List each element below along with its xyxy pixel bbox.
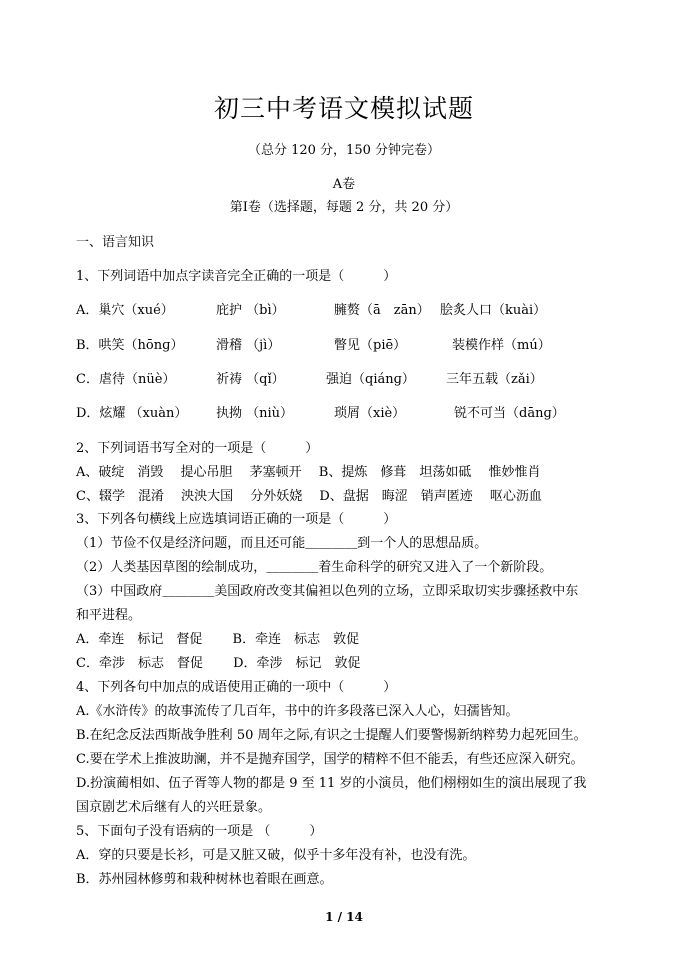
q3-options-line2: C．牵涉 标志 督促 D．牵涉 标记 敦促 — [76, 656, 361, 671]
q1-a-1: A．巢穴（xué） — [76, 303, 174, 318]
q1-b-2: 滑稽 （jì） — [216, 338, 281, 353]
q4-option-d: D.扮演蔺相如、伍子胥等人物的都是 9 至 11 岁的小演员，他们栩栩如生的演出展现了我 — [76, 776, 587, 791]
q1-b-3: 瞥见（piē） — [334, 338, 407, 353]
part-label: 第Ⅰ卷（选择题，每题 2 分，共 20 分） — [229, 200, 459, 215]
q1-c-3: 强迫（qiánɡ） — [326, 372, 415, 387]
q3-stem: 3、下列各句横线上应选填词语正确的一项是（ ） — [76, 512, 397, 527]
q4-option-a: A.《水浒传》的故事流传了几百年，书中的许多段落已深入人心，妇孺皆知。 — [76, 704, 519, 719]
q5-stem: 5、下面句子没有语病的一项是 （ ） — [76, 824, 323, 839]
q1-d-2: 执拗 （niù） — [216, 406, 294, 421]
q1-c-4: 三年五载（zǎi） — [446, 372, 543, 387]
q5-option-a: A．穿的只要是长衫，可是又脏又破，似乎十多年没有补，也没有洗。 — [76, 848, 476, 863]
q1-b-4: 装模作样（mú） — [452, 338, 551, 353]
page-number: 1 / 14 — [325, 910, 363, 924]
q1-c-2: 祈祷 （qǐ） — [216, 372, 285, 387]
q4-option-d-cont: 国京剧艺术后继有人的兴旺景象。 — [76, 800, 272, 815]
q4-option-b: B.在纪念反法西斯战争胜利 50 周年之际,有识之士提醒人们要警惕新纳粹势力起死回生。 — [76, 728, 587, 743]
q1-b-1: B．哄笑（hōnɡ） — [76, 338, 184, 353]
subtitle: （总分 120 分，150 分钟完卷） — [247, 143, 441, 158]
q1-d-1: D．炫耀 （xuàn） — [76, 406, 188, 421]
section-heading: 一、语言知识 — [76, 235, 155, 250]
q2-options-line2: C、辍学 混淆 泱泱大国 分外妖娆 D、盘据 晦涩 销声匿迹 呕心沥血 — [76, 489, 542, 504]
q1-a-3: 臃赘（ā zān） — [334, 303, 430, 318]
q4-option-c: C.要在学术上推波助澜，并不是抛弃国学，国学的精粹不但不能丢，有些还应深入研究。 — [76, 752, 584, 767]
volume-label: A卷 — [332, 177, 356, 192]
page-title: 初三中考语文模拟试题 — [213, 94, 474, 123]
q1-a-4: 脍炙人口（kuài） — [440, 303, 547, 318]
q1-c-1: C．虐待（nüè） — [76, 372, 176, 387]
q3-sentence-1: （1）节俭不仅是经济问题，而且还可能＿＿＿＿到一个人的思想品质。 — [76, 536, 488, 551]
q2-options-line1: A、破绽 消毁 提心吊胆 茅塞顿开 B、提炼 修葺 坦荡如砥 惟妙惟肖 — [76, 465, 541, 480]
q4-stem: 4、下列各句中加点的成语使用正确的一项中（ ） — [76, 680, 397, 695]
q3-sentence-3-cont: 和平进程。 — [76, 608, 142, 623]
q3-sentence-3: （3）中国政府＿＿＿＿美国政府改变其偏袒以色列的立场，立即采取切实步骤拯救中东 — [76, 584, 579, 599]
q1-a-2: 庇护 （bì） — [216, 303, 285, 318]
q5-option-b: B．苏州园林修剪和栽种树林也着眼在画意。 — [76, 872, 333, 887]
q1-d-4: 锐不可当（dānɡ） — [454, 406, 565, 421]
q3-options-line1: A．牵连 标记 督促 B．牵连 标志 敦促 — [76, 632, 360, 647]
q1-stem: 1、下列词语中加点字读音完全正确的一项是（ ） — [76, 269, 397, 284]
q3-sentence-2: （2）人类基因草图的绘制成功，＿＿＿＿着生命科学的研究又进入了一个新阶段。 — [76, 560, 553, 575]
q1-d-3: 琐屑（xiè） — [334, 406, 406, 421]
q2-stem: 2、下列词语书写全对的一项是（ ） — [76, 441, 319, 456]
